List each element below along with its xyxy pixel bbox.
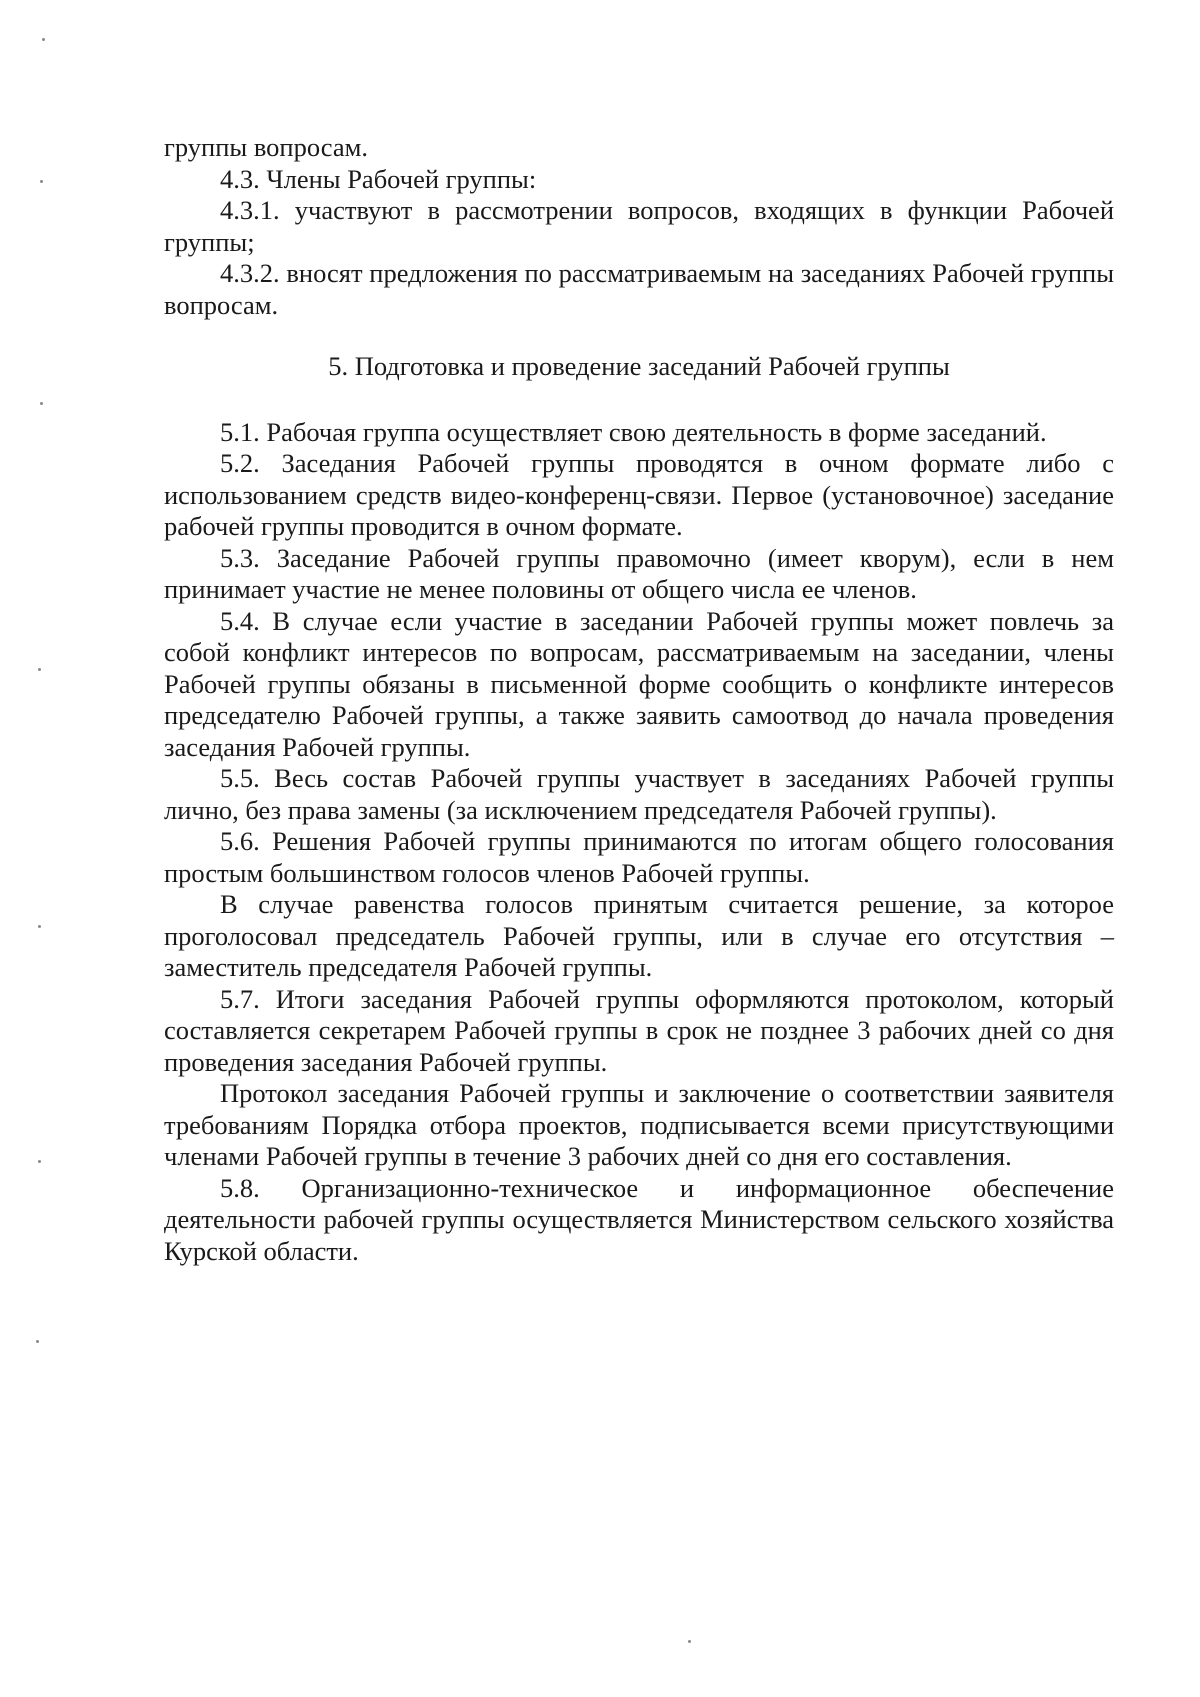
paragraph-5-8: 5.8. Организационно-техническое и информационное обеспечение деятельности рабочей группы осуществляется Министерством сельского хозяйства Курской области. — [164, 1172, 1114, 1266]
paragraph-5-7: 5.7. Итоги заседания Рабочей группы оформляются протоколом, который составляется секретарем Рабочей группы в срок не позднее 3 рабочих дней со дня проведения заседания Рабочей группы. — [164, 983, 1114, 1077]
paragraph-5-3: 5.3. Заседание Рабочей группы правомочно (имеет кворум), если в нем принимает участие не менее половины от общего числа ее членов. — [164, 542, 1114, 604]
paragraph-5-1: 5.1. Рабочая группа осуществляет свою деятельность в форме заседаний. — [220, 416, 1047, 447]
section-heading: 5. Подготовка и проведение заседаний Рабочей группы — [328, 351, 950, 381]
paragraph-5-6: 5.6. Решения Рабочей группы принимаются по итогам общего голосования простым большинством голосов членов Рабочей группы. — [164, 826, 1114, 888]
scan-speck — [40, 402, 43, 405]
scan-speck — [38, 668, 41, 671]
paragraph-5-6-tie: В случае равенства голосов принятым считается решение, за которое проголосовал председатель Рабочей группы, или в случае его отсутствия – заместитель председателя Рабочей группы. — [164, 889, 1114, 982]
scan-speck — [42, 38, 45, 41]
paragraph-5-7-protocol: Протокол заседания Рабочей группы и заключение о соответствии заявителя требованиям Порядка отбора проектов, подписывается всеми присутствующими членами Рабочей группы в течение 3 рабочих дней со дня его составления. — [164, 1078, 1114, 1171]
scan-speck — [36, 1340, 39, 1343]
scan-speck — [38, 925, 41, 928]
scan-speck — [38, 1160, 41, 1163]
scan-speck — [40, 180, 43, 183]
paragraph-5-5: 5.5. Весь состав Рабочей группы участвует в заседаниях Рабочей группы лично, без права замены (за исключением председателя Рабочей группы). — [164, 763, 1114, 825]
paragraph-5-4: 5.4. В случае если участие в заседании Рабочей группы может повлечь за собой конфликт интересов по вопросам, рассматриваемым на заседании, члены Рабочей группы обязаны в письменной форме сообщить о конфликте интересов председателю Рабочей группы, а также заявить самоотвод до начала проведения заседания Рабочей группы. — [164, 605, 1114, 762]
paragraph-4-3-1: 4.3.1. участвуют в рассмотрении вопросов, входящих в функции Рабочей группы; — [164, 195, 1114, 257]
paragraph-4-3: 4.3. Члены Рабочей группы: — [220, 163, 537, 194]
paragraph-continuation: группы вопросам. — [164, 132, 368, 162]
document-body — [164, 132, 1114, 1267]
paragraph-4-3-2: 4.3.2. вносят предложения по рассматриваемым на заседаниях Рабочей группы вопросам. — [164, 258, 1114, 320]
scan-speck — [688, 1640, 691, 1643]
paragraph-5-2: 5.2. Заседания Рабочей группы проводятся в очном формате либо с использованием средств видео-конференц-связи. Первое (установочное) заседание рабочей группы проводится в очном формате. — [164, 448, 1114, 541]
